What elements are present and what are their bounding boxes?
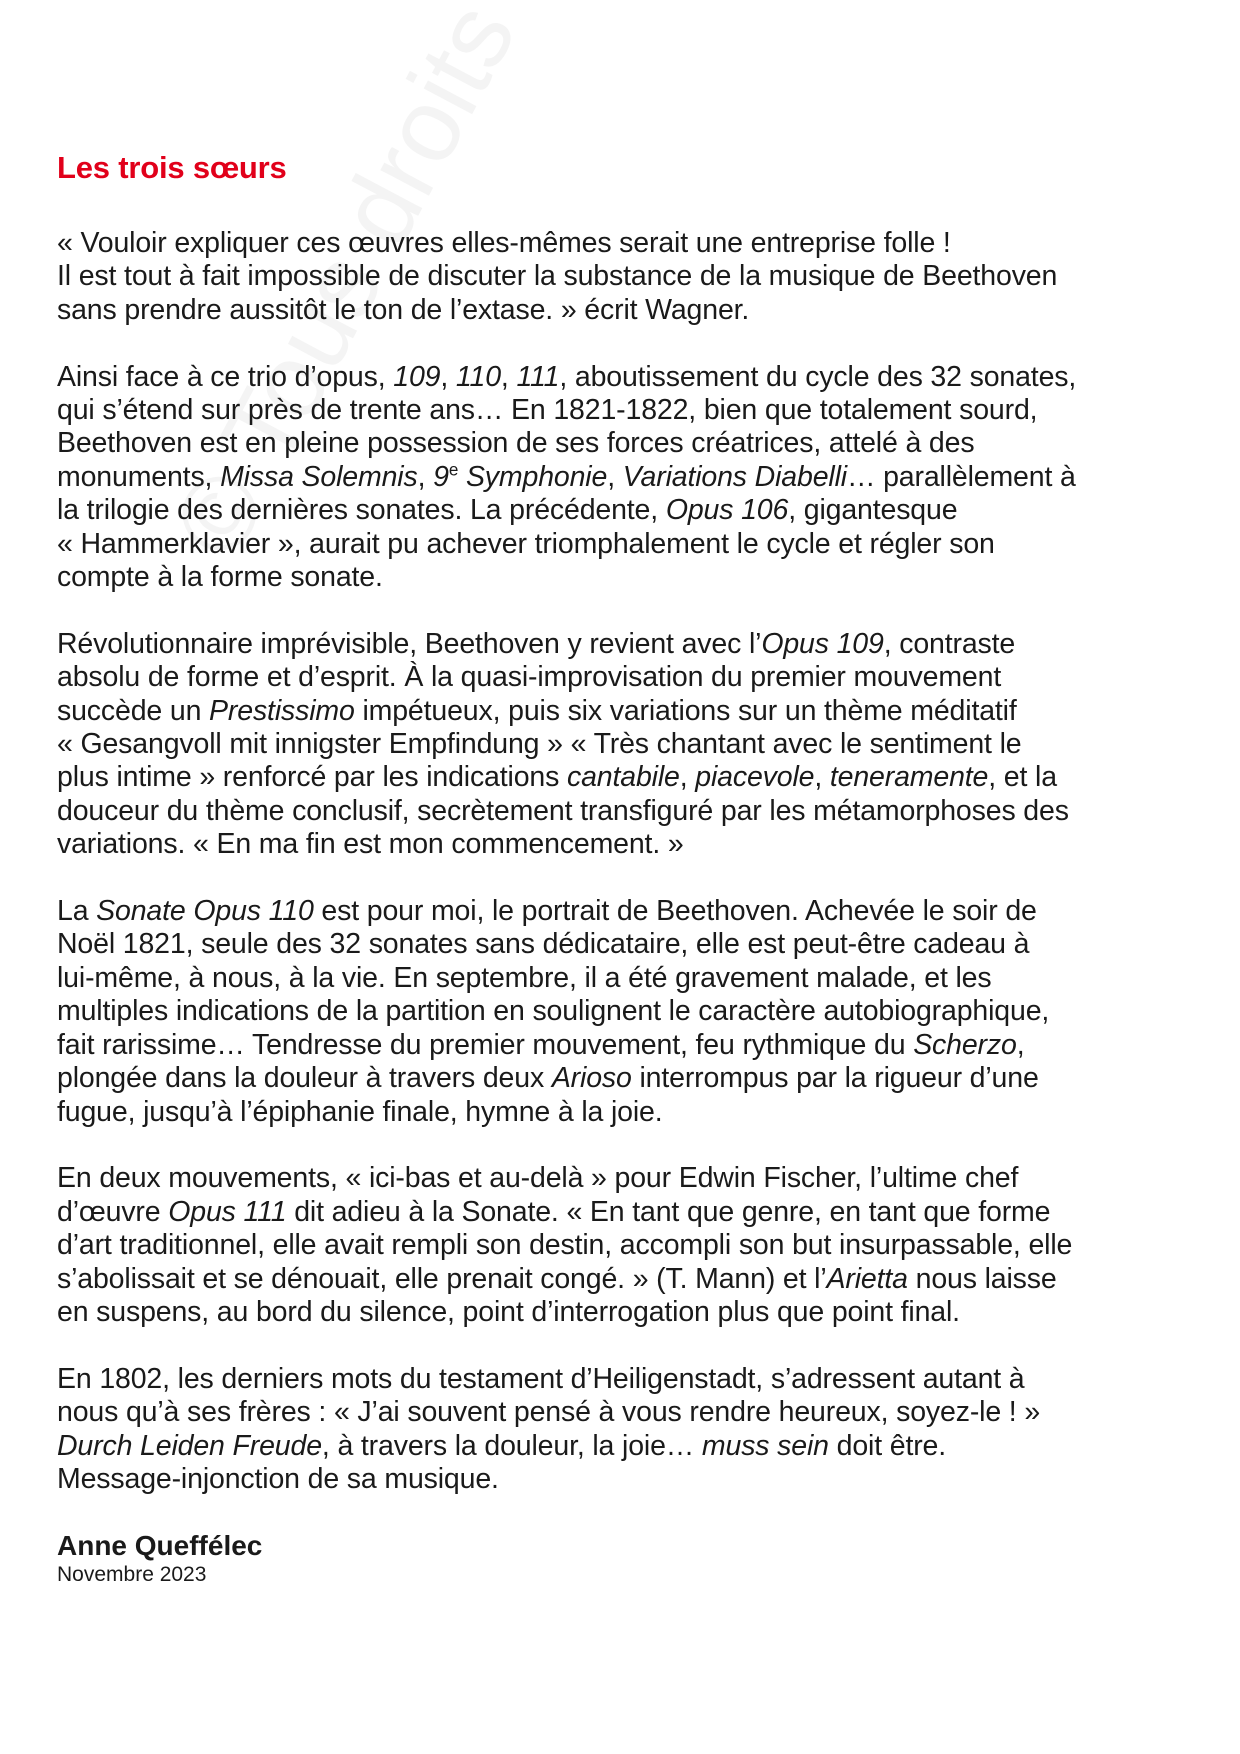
text-line [57,494,1197,527]
text-line [57,628,1197,661]
text-run: En 1802, les derniers mots du testament d’Heiligenstadt, s’adressent autant à [57,1362,1025,1395]
text-run: Message-injonction de sa musique. [57,1462,499,1495]
text-line [57,928,1197,961]
text-line [57,361,1197,394]
text-run: impétueux, puis six variations sur un thème méditatif [354,694,1017,727]
text-run: , gigantesque [788,494,958,527]
text-run: Beethoven est en pleine possession de ses forces créatrices, attelé à des [57,427,975,460]
text-run: , contraste [883,627,1016,660]
text-line [57,528,1197,561]
text-run: « Gesangvoll mit innigster Empfindung » « Très chantant avec le sentiment le [57,728,1022,761]
italic-text: muss sein [701,1429,829,1462]
italic-text: teneramente [829,761,989,794]
italic-text: Arioso [551,1062,632,1095]
text-run: , [440,360,456,393]
document-page [57,150,1197,1588]
italic-text: Prestissimo [209,694,355,727]
document-date: Novembre 2023 [57,1562,207,1586]
text-line [57,728,1197,761]
text-line [57,1196,1197,1229]
text-run: , [500,360,517,393]
text-line [57,461,1197,494]
document-body [57,227,1197,1496]
text-run: « Hammerklavier », aurait pu achever triomphalement le cycle et régler son [57,527,995,560]
text-run: qui s’étend sur près de trente ans… En 1821-1822, bien que totalement sourd, [57,394,1038,427]
text-run: Ainsi face à ce trio d’opus, [57,360,394,393]
text-line [57,761,1197,794]
text-run: s’abolissait et se dénouait, elle prenait congé. » (T. Mann) et l’ [57,1262,827,1295]
text-run: … parallèlement à [846,460,1076,493]
text-run: , [1016,1028,1025,1061]
text-run: en suspens, au bord du silence, point d’interrogation plus que point final. [57,1295,960,1328]
text-run: , et la [988,761,1057,794]
text-run: , [814,761,830,794]
italic-text: Opus 109 [761,627,884,660]
text-run: la trilogie des dernières sonates. La précédente, [57,494,666,527]
italic-text: 9 [433,460,449,493]
document-title: Les trois sœurs [57,150,287,185]
text-run: fugue, jusqu’à l’épiphanie finale, hymne à la joie. [57,1095,663,1128]
text-line [57,1263,1197,1296]
text-run: multiples indications de la partition en soulignent le caractère autobiographique, [57,995,1050,1028]
text-line [57,1029,1197,1062]
text-run: interrompus par la rigueur d’une [631,1062,1039,1095]
text-line [57,895,1197,928]
text-line [57,1062,1197,1095]
text-run: plongée dans la douleur à travers deux [57,1062,552,1095]
italic-text: 109 [393,360,441,393]
italic-text: Sonate Opus 110 [96,895,314,928]
text-run: douceur du thème conclusif, secrètement transfiguré par les métamorphoses des [57,794,1069,827]
text-line [57,828,1197,861]
text-run: Révolutionnaire imprévisible, Beethoven y revient avec l’ [57,627,762,660]
italic-text: cantabile [566,761,680,794]
text-run: , [417,460,434,493]
text-run: En deux mouvements, « ici-bas et au-delà » pour Edwin Fischer, l’ultime chef [57,1162,1019,1195]
text-line [57,1096,1197,1129]
text-run: compte à la forme sonate. [57,561,383,594]
italic-text: piacevole [695,761,815,794]
paragraph [57,1363,1197,1497]
text-line [57,795,1197,828]
text-run: succède un [57,694,210,727]
text-run: plus intime » renforcé par les indications [57,761,567,794]
text-line [57,1396,1197,1429]
text-run: absolu de forme et d’esprit. À la quasi-improvisation du premier mouvement [57,661,1002,694]
text-line [57,294,1197,327]
italic-text: Arietta [826,1262,908,1295]
italic-text: Opus 111 [168,1195,287,1228]
paragraph [57,361,1197,595]
paragraph [57,628,1197,862]
paragraph [57,1162,1197,1329]
text-line [57,1463,1197,1496]
text-run: doit être. [828,1429,947,1462]
text-line [57,1363,1197,1396]
italic-text: 110 [455,360,501,393]
text-run: sans prendre aussitôt le ton de l’extase. » écrit Wagner. [57,293,750,326]
italic-text: e [448,460,459,480]
italic-text: Missa Solemnis [220,460,418,493]
text-line [57,1430,1197,1463]
text-run: La [57,895,97,928]
author-name: Anne Queffélec [57,1529,263,1561]
text-line [57,661,1197,694]
italic-text: Variations Diabelli [622,460,847,493]
text-run: monuments, [57,460,221,493]
italic-text: Durch Leiden Freude [57,1429,322,1462]
text-run: nous qu’à ses frères : « J’ai souvent pensé à vous rendre heureux, soyez-le ! » [57,1396,1041,1429]
text-run: , [679,761,696,794]
text-run: , à travers la douleur, la joie… [321,1429,702,1462]
text-run: nous laisse [907,1262,1057,1295]
text-line [57,1296,1197,1329]
text-line [57,227,1197,260]
text-run: variations. « En ma fin est mon commencement. » [57,828,684,861]
text-run: « Vouloir expliquer ces œuvres elles-mêmes serait une entreprise folle ! [57,227,951,259]
text-run: Il est tout à fait impossible de discuter la substance de la musique de Beethoven [57,260,1058,293]
text-run: d’art traditionnel, elle avait rempli son destin, accompli son but insurpassable, elle [57,1229,1073,1262]
paragraph [57,227,1197,327]
text-run: Noël 1821, seule des 32 sonates sans dédicataire, elle est peut-être cadeau à [57,928,1030,961]
text-run: fait rarissime… Tendresse du premier mouvement, feu rythmique du [57,1028,914,1061]
text-line [57,962,1197,995]
text-line [57,1162,1197,1195]
text-run: dit adieu à la Sonate. « En tant que genre, en tant que forme [286,1195,1051,1228]
italic-text: Opus 106 [665,494,789,527]
text-run: d’œuvre [57,1195,169,1228]
text-line [57,695,1197,728]
text-line [57,995,1197,1028]
italic-text: 111 [516,360,560,393]
italic-text: Scherzo [913,1028,1017,1061]
text-line [57,561,1197,594]
text-run: lui-même, à nous, à la vie. En septembre, il a été gravement malade, et les [57,961,992,994]
text-line [57,394,1197,427]
text-line [57,1229,1197,1262]
italic-text: Symphonie [458,460,608,493]
text-run: , [607,460,623,493]
text-line [57,427,1197,460]
paragraph [57,895,1197,1129]
text-line [57,260,1197,293]
text-run: , aboutissement du cycle des 32 sonates, [559,360,1077,393]
text-run: est pour moi, le portrait de Beethoven. Achevée le soir de [313,895,1037,928]
